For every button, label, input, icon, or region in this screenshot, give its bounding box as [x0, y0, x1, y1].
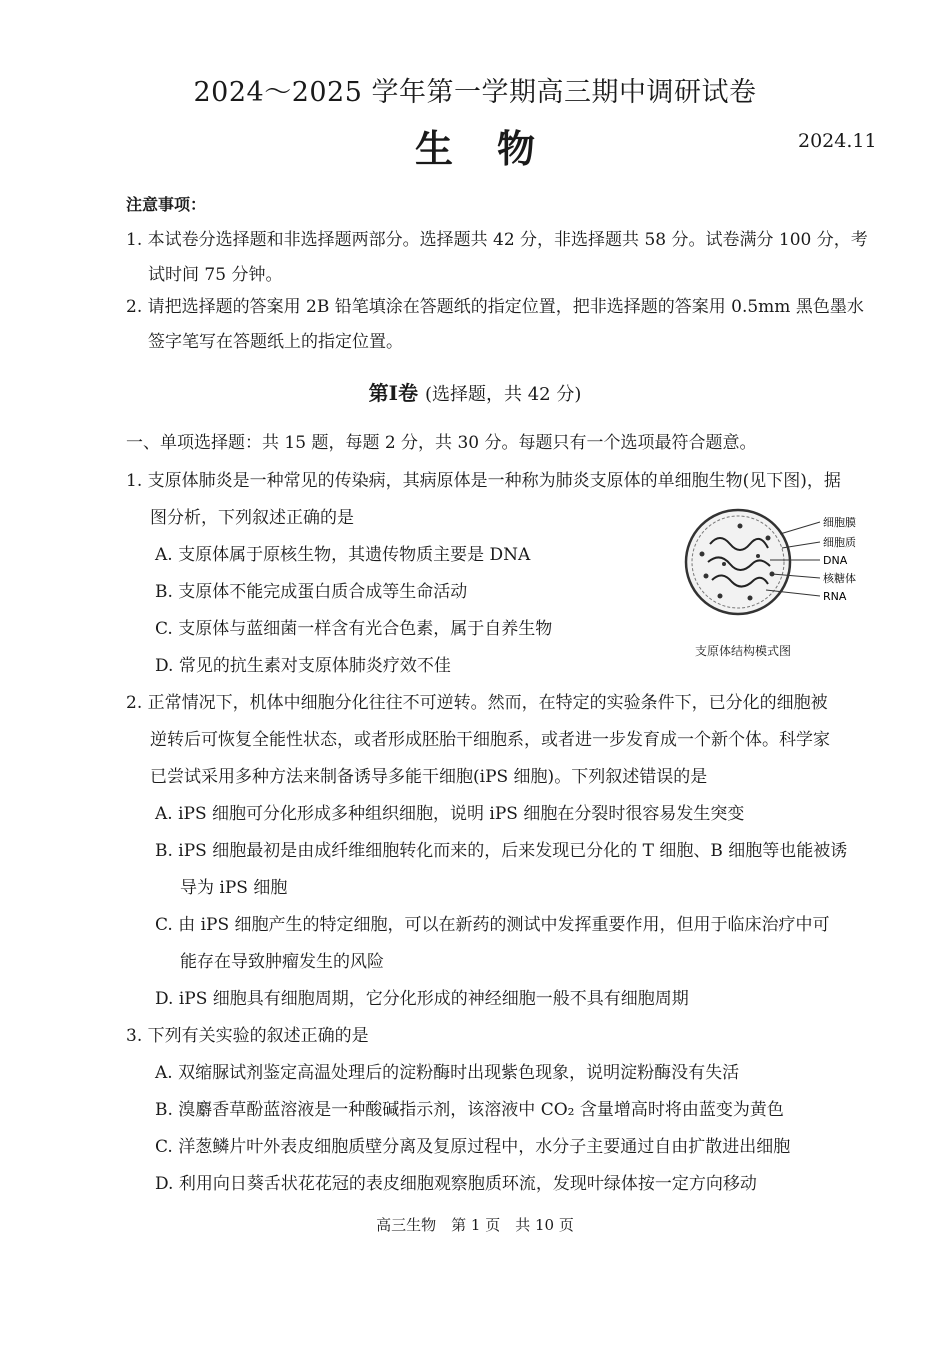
mycoplasma-diagram [680, 504, 890, 644]
q1-option-d: D. 常见的抗生素对支原体肺炎疗效不佳 [155, 656, 451, 676]
q3-stem: 3. 下列有关实验的叙述正确的是 [126, 1026, 369, 1046]
volume-name: 第Ⅰ卷 [368, 381, 418, 405]
notice-item-2: 2. 请把选择题的答案用 2B 铅笔填涂在答题纸的指定位置，把非选择题的答案用 0.5mm 黑色墨水 [126, 297, 864, 317]
q1-stem-cont: 图分析，下列叙述正确的是 [150, 508, 354, 528]
page-footer: 高三生物 第 1 页 共 10 页 [376, 1216, 574, 1234]
label-cytoplasm: 细胞质 [823, 536, 856, 549]
q1-stem: 1. 支原体肺炎是一种常见的传染病，其病原体是一种称为肺炎支原体的单细胞生物(见下图)，据 [126, 471, 841, 491]
exam-date: 2024.11 [798, 130, 877, 152]
q3-option-b: B. 溴麝香草酚蓝溶液是一种酸碱指示剂，该溶液中 CO₂ 含量增高时将由蓝变为黄色 [155, 1100, 784, 1120]
notice-item-2-cont: 签字笔写在答题纸上的指定位置。 [148, 332, 403, 352]
q2-option-d: D. iPS 细胞具有细胞周期，它分化形成的神经细胞一般不具有细胞周期 [155, 989, 689, 1009]
q2-stem-cont-2: 已尝试采用多种方法来制备诱导多能干细胞(iPS 细胞)。下列叙述错误的是 [150, 767, 708, 787]
section-heading: 一、单项选择题：共 15 题，每题 2 分，共 30 分。每题只有一个选项最符合题意。 [126, 433, 757, 453]
q3-option-a: A. 双缩脲试剂鉴定高温处理后的淀粉酶时出现紫色现象，说明淀粉酶没有失活 [155, 1063, 740, 1083]
label-dna: DNA [823, 554, 848, 567]
volume-subtitle: (选择题，共 42 分) [424, 384, 582, 405]
mycoplasma-figure [680, 504, 890, 664]
volume-title [0, 377, 950, 406]
q3-option-c: C. 洋葱鳞片叶外表皮细胞质壁分离及复原过程中，水分子主要通过自由扩散进出细胞 [155, 1137, 791, 1157]
exam-title: 2024～2025 学年第一学期高三期中调研试卷 [193, 77, 757, 108]
label-rna: RNA [823, 590, 847, 603]
subject-title: 生物 [414, 126, 579, 171]
q3-option-d: D. 利用向日葵舌状花花冠的表皮细胞观察胞质环流，发现叶绿体按一定方向移动 [155, 1174, 757, 1194]
q1-option-a: A. 支原体属于原核生物，其遗传物质主要是 DNA [155, 545, 531, 565]
q2-option-c-cont: 能存在导致肿瘤发生的风险 [180, 952, 384, 972]
q2-option-c: C. 由 iPS 细胞产生的特定细胞，可以在新药的测试中发挥重要作用，但用于临床治疗中可 [155, 915, 830, 935]
label-ribosome: 核糖体 [823, 572, 856, 585]
q1-option-c: C. 支原体与蓝细菌一样含有光合色素，属于自养生物 [155, 619, 553, 639]
q2-stem-cont-1: 逆转后可恢复全能性状态，或者形成胚胎干细胞系，或者进一步发育成一个新个体。科学家 [150, 730, 830, 750]
q2-option-b: B. iPS 细胞最初是由成纤维细胞转化而来的，后来发现已分化的 T 细胞、B 细胞等也能被诱 [155, 841, 848, 861]
notice-title: 注意事项： [126, 195, 207, 214]
q2-option-b-cont: 导为 iPS 细胞 [180, 878, 288, 898]
notice-item-1: 1. 本试卷分选择题和非选择题两部分。选择题共 42 分，非选择题共 58 分。试卷满分 100 分，考 [126, 230, 868, 250]
q1-option-b: B. 支原体不能完成蛋白质合成等生命活动 [155, 582, 468, 602]
q2-option-a: A. iPS 细胞可分化形成多种组织细胞，说明 iPS 细胞在分裂时很容易发生突变 [155, 804, 745, 824]
label-cell-membrane: 细胞膜 [823, 516, 856, 529]
notice-item-1-cont: 试时间 75 分钟。 [148, 265, 283, 285]
figure-caption: 支原体结构模式图 [695, 644, 792, 658]
q2-stem: 2. 正常情况下，机体中细胞分化往往不可逆转。然而，在特定的实验条件下，已分化的细胞被 [126, 693, 828, 713]
